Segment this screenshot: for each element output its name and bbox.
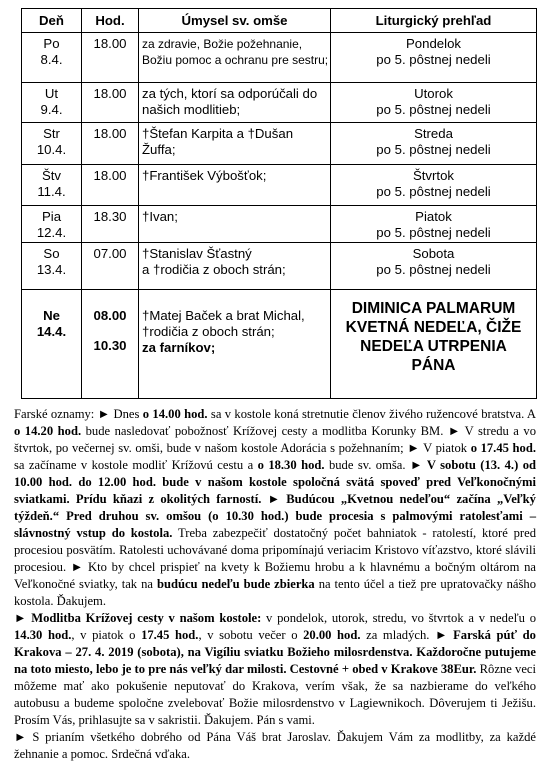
text-bold: Farská púť do Krakova – 27. 4. 2019 (sobota), na Vigíliu sviatku Božieho milosrdenstva. Každoročne putujeme na toto miesto, lebo je to pre nás veľký dar milosti. Cestovné + obed v Krakove 38Eur. [14, 628, 536, 676]
text: sa začíname v kostole modliť Krížovú cestu a [14, 458, 258, 472]
intent-line: za farníkov; [142, 340, 216, 355]
hour-cell: 18.00 [82, 165, 139, 206]
announcement-paragraph [14, 610, 536, 729]
day-name: So [43, 246, 60, 261]
day-date: 10.4. [36, 142, 67, 157]
table-row-sunday [22, 290, 537, 399]
intent-cell [139, 243, 331, 290]
intent-cell: †Štefan Karpita a †Dušan Žuffa; [139, 123, 331, 165]
text: , v piatok o [71, 628, 142, 642]
liturgy-day: Štvrtok [412, 168, 455, 183]
text-bold: o 17.45 hod. [470, 441, 536, 455]
day-cell [22, 290, 82, 399]
text-bold: 20.00 hod. [303, 628, 361, 642]
intent-line: †Stanislav Šťastný [142, 246, 252, 261]
header-intent: Úmysel sv. omše [139, 9, 331, 33]
liturgy-note: po 5. pôstnej nedeli [376, 142, 491, 157]
text-bold: 17.45 hod. [141, 628, 199, 642]
intent-cell: †František Výbošťok; [139, 165, 331, 206]
parish-announcements [14, 406, 536, 763]
liturgy-note: po 5. pôstnej nedeli [376, 225, 491, 240]
hour-cell: 18.00 [82, 83, 139, 123]
text: za mladých. ► [360, 628, 454, 642]
header-hour: Hod. [82, 9, 139, 33]
announcement-paragraph [14, 406, 536, 610]
text: , v sobotu večer o [198, 628, 304, 642]
day-cell [22, 123, 82, 165]
day-date: 9.4. [40, 102, 63, 117]
text-bold: o 18.30 hod. [257, 458, 325, 472]
liturgy-cell [331, 83, 537, 123]
table-row [22, 33, 537, 83]
hour-cell: 07.00 [82, 243, 139, 290]
liturgy-day: Utorok [414, 86, 453, 101]
header-day: Deň [22, 9, 82, 33]
hour-cell [82, 290, 139, 399]
liturgy-day: Piatok [415, 209, 452, 224]
table-row [22, 165, 537, 206]
intent-cell: za zdravie, Božie požehnanie, Božiu pomoc a ochranu pre sestru; [139, 33, 331, 83]
day-name: Str [43, 126, 60, 141]
text-bold: o 14.20 hod. [14, 424, 82, 438]
liturgy-day: Streda [414, 126, 453, 141]
table-row [22, 83, 537, 123]
text-bold: 14.30 hod. [14, 628, 72, 642]
text-bold: ► Modlitba Krížovej cesty v našom kostole: [14, 611, 262, 625]
text: na tento účel a tiež pre upratovačky nášho kostola. Ďakujem. [14, 577, 537, 608]
hour-first: 08.00 [93, 308, 127, 323]
liturgy-day: Pondelok [406, 36, 461, 51]
hour-cell: 18.00 [82, 33, 139, 83]
hour-cell: 18.00 [82, 123, 139, 165]
liturgy-note: po 5. pôstnej nedeli [376, 184, 491, 199]
table-row [22, 243, 537, 290]
day-date: 12.4. [36, 225, 67, 240]
intent-line: †Matej Baček a brat Michal, †rodičia z oboch strán; [142, 308, 305, 339]
text: bude nasledovať pobožnosť Krížovej cesty a modlitba Korunky BM. ► V stredu a vo štvrtok, po večernej sv. omši, bude v našom kostole Adorácia s požehnaním; ► V piatok [14, 424, 536, 455]
liturgy-note: po 5. pôstnej nedeli [376, 102, 491, 117]
text-bold: budúcu nedeľu bude zbierka [156, 577, 315, 591]
day-date: 11.4. [37, 184, 66, 199]
intent-line: a †rodičia z oboch strán; [142, 262, 286, 277]
day-cell [22, 33, 82, 83]
liturgy-cell [331, 123, 537, 165]
day-name: Štv [41, 168, 62, 183]
text: Treba zabezpečiť dostatočný počet bahniatok - ratolestí, ktoré pred procesiou posvätím. Ratolesti uchovávané doma pripomínajú veriacim Kristovo víťazstvo, ktoré slávili procesiou. ► Kto by chcel prispieť na kvety k Božiemu hrobu a k hlavnému a bočným oltárom na Veľkonočné sviatky, tak na [14, 526, 536, 591]
intent-cell: za tých, ktorí sa odporúčali do našich modlitieb; [139, 83, 331, 123]
day-name: Ne [43, 308, 60, 323]
text: v pondelok, utorok, stredu, vo štvrtok a v nedeľu o [261, 611, 536, 625]
table-row [22, 206, 537, 243]
text-bold: ► Budúcou „Kvetnou nedeľou“ začína „Veľký týždeň.“ Pred druhou sv. omšou (o 10.30 hod.) bude procesia s palmovými ratolesťami – slávnostný vstup do kostola. [14, 492, 536, 540]
day-cell [22, 206, 82, 243]
day-date: 8.4. [40, 52, 63, 67]
day-name: Pia [41, 209, 62, 224]
intent-cell [139, 290, 331, 399]
day-name: Po [43, 36, 60, 51]
text: bude sv. omša. ► [324, 458, 427, 472]
text: Farské oznamy: ► Dnes [14, 407, 143, 421]
intent-cell: †Ivan; [139, 206, 331, 243]
liturgy-day: Sobota [412, 246, 455, 261]
mass-schedule-table [21, 8, 537, 399]
text: Rôzne veci môžeme mať ako pokušenie neputovať do Krakova, verím však, že sa nazbierame do veľkého autobusu a budeme spoločne zvelebovať Božie milosrdenstvo v Lagiewnikoch. Dôverujem ti Ježišu. Prosím Vás, prihlasujte sa v sakristii. Ďakujem. Pán s vami. [14, 662, 536, 727]
liturgy-note: po 5. pôstnej nedeli [376, 262, 491, 277]
table-row [22, 123, 537, 165]
day-name: Ut [44, 86, 59, 101]
hour-second: 10.30 [93, 338, 127, 353]
liturgy-cell [331, 243, 537, 290]
liturgy-cell: DIMINICA PALMARUM KVETNÁ NEDEĽA, ČIŽE NEDEĽA UTRPENIA PÁNA [331, 290, 537, 399]
day-cell [22, 165, 82, 206]
day-cell [22, 243, 82, 290]
text-bold: V sobotu (13. 4.) od 10.00 hod. do 12.00 hod. bude v našom kostole spoločná svätá spoveď pred Veľkonočnými sviatkami. Prídu kňazi z okolitých farností. [14, 458, 536, 506]
liturgy-cell [331, 33, 537, 83]
day-cell [22, 83, 82, 123]
header-liturgy: Liturgický prehľad [331, 9, 537, 33]
text: sa v kostole koná stretnutie členov živého ružencové bratstva. A [207, 407, 536, 421]
table-header-row [22, 9, 537, 33]
day-date: 13.4. [36, 262, 67, 277]
day-date: 14.4. [36, 324, 67, 339]
announcement-paragraph: ► S prianím všetkého dobrého od Pána Váš brat Jaroslav. Ďakujem Vám za modlitby, za každé žehnanie a pomoc. Srdečná vďaka. [14, 730, 536, 761]
liturgy-cell [331, 206, 537, 243]
liturgy-note: po 5. pôstnej nedeli [376, 52, 491, 67]
liturgy-cell [331, 165, 537, 206]
hour-cell: 18.30 [82, 206, 139, 243]
text-bold: o 14.00 hod. [142, 407, 208, 421]
